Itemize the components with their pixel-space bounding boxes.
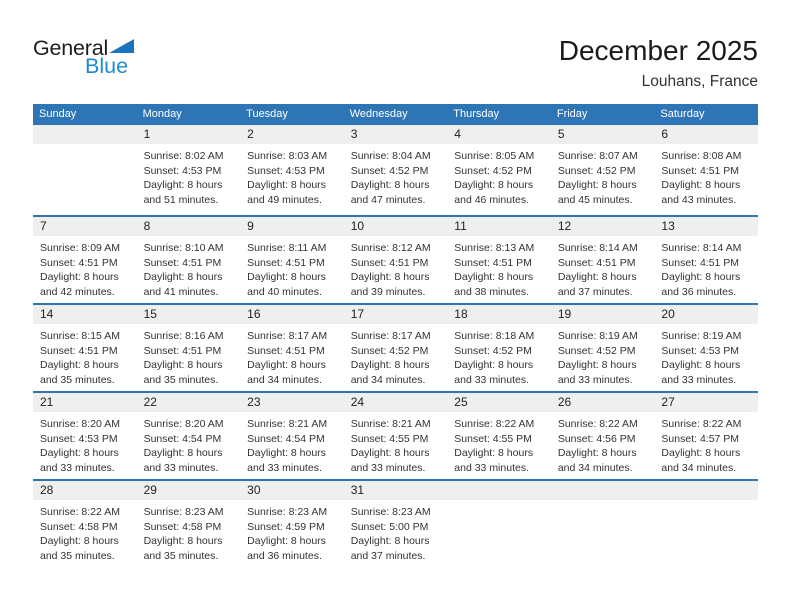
sunset-line: Sunset: 4:52 PM	[557, 344, 636, 357]
daylight-line-1: Daylight: 8 hours	[350, 447, 430, 460]
day-cell-6	[654, 125, 758, 215]
day-number: 30	[240, 481, 344, 500]
sunrise-line: Sunrise: 8:22 AM	[454, 418, 535, 430]
daylight-line-2: and 33 minutes.	[350, 461, 426, 474]
day-details	[33, 144, 137, 149]
day-details	[344, 236, 448, 299]
sunset-line: Sunset: 4:51 PM	[247, 256, 325, 269]
daylight-line-2: and 46 minutes.	[454, 193, 529, 206]
day-cell-16	[240, 305, 344, 391]
sunset-line: Sunset: 4:54 PM	[143, 432, 222, 445]
day-cell-29	[137, 481, 241, 567]
day-details	[33, 412, 137, 475]
daylight-line-1: Daylight: 8 hours	[247, 359, 326, 372]
daylight-line-1: Daylight: 8 hours	[247, 271, 326, 284]
daylight-line-2: and 41 minutes.	[143, 285, 219, 298]
day-details	[654, 144, 758, 207]
daylight-line-2: and 33 minutes.	[454, 461, 529, 474]
day-cell-5	[551, 125, 655, 215]
day-details	[344, 144, 448, 207]
day-cell-empty	[447, 481, 551, 567]
day-cell-1	[137, 125, 241, 215]
daylight-line-2: and 34 minutes.	[247, 373, 322, 386]
day-details	[137, 324, 241, 387]
week-row-5	[33, 479, 758, 567]
daylight-line-2: and 35 minutes.	[143, 373, 219, 386]
day-details	[447, 324, 551, 387]
day-header-wednesday: Wednesday	[349, 108, 408, 120]
day-details	[33, 236, 137, 299]
sunrise-line: Sunrise: 8:08 AM	[661, 150, 742, 162]
daylight-line-1: Daylight: 8 hours	[40, 535, 119, 548]
daylight-line-1: Daylight: 8 hours	[557, 271, 637, 284]
day-cell-19	[551, 305, 655, 391]
daylight-line-2: and 33 minutes.	[661, 373, 737, 386]
day-cell-8	[137, 217, 241, 303]
day-number: 8	[137, 217, 241, 236]
sunset-line: Sunset: 4:51 PM	[661, 256, 740, 269]
day-number: 14	[33, 305, 137, 324]
week-row-1	[33, 125, 758, 215]
calendar-weeks	[33, 125, 758, 567]
sunset-line: Sunset: 4:59 PM	[247, 520, 325, 533]
day-number: 31	[344, 481, 448, 500]
daylight-line-2: and 37 minutes.	[350, 549, 426, 562]
daylight-line-1: Daylight: 8 hours	[247, 179, 326, 192]
day-cell-empty	[33, 125, 137, 215]
day-details	[654, 412, 758, 475]
sunrise-line: Sunrise: 8:12 AM	[350, 242, 431, 254]
daylight-line-2: and 34 minutes.	[557, 461, 633, 474]
day-number: 12	[551, 217, 655, 236]
sunset-line: Sunset: 4:56 PM	[557, 432, 636, 445]
daylight-line-2: and 49 minutes.	[247, 193, 322, 206]
daylight-line-1: Daylight: 8 hours	[557, 359, 637, 372]
daylight-line-2: and 38 minutes.	[454, 285, 529, 298]
sunrise-line: Sunrise: 8:16 AM	[143, 330, 224, 342]
sunrise-line: Sunrise: 8:23 AM	[247, 506, 328, 518]
daylight-line-1: Daylight: 8 hours	[350, 271, 430, 284]
day-header-thursday: Thursday	[453, 108, 500, 120]
day-number: 27	[654, 393, 758, 412]
sunrise-line: Sunrise: 8:20 AM	[40, 418, 120, 430]
sunset-line: Sunset: 4:53 PM	[247, 164, 325, 177]
daylight-line-1: Daylight: 8 hours	[40, 271, 119, 284]
day-cell-12	[551, 217, 655, 303]
sunrise-line: Sunrise: 8:22 AM	[557, 418, 638, 430]
daylight-line-2: and 33 minutes.	[557, 373, 633, 386]
day-details	[137, 144, 241, 207]
day-number: 25	[447, 393, 551, 412]
day-details	[344, 500, 448, 563]
daylight-line-1: Daylight: 8 hours	[143, 179, 223, 192]
day-number: 13	[654, 217, 758, 236]
daylight-line-1: Daylight: 8 hours	[350, 179, 430, 192]
daylight-line-1: Daylight: 8 hours	[557, 179, 637, 192]
day-details	[654, 236, 758, 299]
daylight-line-2: and 34 minutes.	[350, 373, 426, 386]
sunrise-line: Sunrise: 8:17 AM	[350, 330, 431, 342]
sunset-line: Sunset: 4:51 PM	[350, 256, 429, 269]
day-details	[240, 236, 344, 299]
sunset-line: Sunset: 4:52 PM	[454, 164, 532, 177]
week-row-2	[33, 215, 758, 303]
day-cell-30	[240, 481, 344, 567]
daylight-line-1: Daylight: 8 hours	[143, 271, 223, 284]
daylight-line-2: and 35 minutes.	[40, 373, 115, 386]
day-details	[240, 144, 344, 207]
sunset-line: Sunset: 4:51 PM	[454, 256, 532, 269]
sunset-line: Sunset: 4:55 PM	[350, 432, 429, 445]
sunset-line: Sunset: 4:51 PM	[661, 164, 740, 177]
day-details	[654, 324, 758, 387]
sunset-line: Sunset: 4:51 PM	[143, 256, 222, 269]
page-subtitle: Louhans, France	[641, 72, 758, 90]
sunrise-line: Sunrise: 8:15 AM	[40, 330, 120, 342]
sunrise-line: Sunrise: 8:23 AM	[350, 506, 431, 518]
daylight-line-2: and 34 minutes.	[661, 461, 737, 474]
sunset-line: Sunset: 4:51 PM	[557, 256, 636, 269]
sunset-line: Sunset: 4:51 PM	[143, 344, 222, 357]
daylight-line-2: and 40 minutes.	[247, 285, 322, 298]
sunset-line: Sunset: 4:51 PM	[40, 344, 118, 357]
sunrise-line: Sunrise: 8:14 AM	[557, 242, 638, 254]
day-cell-28	[33, 481, 137, 567]
day-details	[551, 324, 655, 387]
daylight-line-1: Daylight: 8 hours	[454, 359, 534, 372]
sunrise-line: Sunrise: 8:20 AM	[143, 418, 224, 430]
day-details	[240, 324, 344, 387]
day-number: 29	[137, 481, 241, 500]
sunset-line: Sunset: 4:54 PM	[247, 432, 325, 445]
day-header-friday: Friday	[556, 108, 588, 120]
day-cell-31	[344, 481, 448, 567]
sunrise-line: Sunrise: 8:09 AM	[40, 242, 120, 254]
day-number: 2	[240, 125, 344, 144]
day-details	[33, 324, 137, 387]
day-cell-26	[551, 393, 655, 479]
sunset-line: Sunset: 4:55 PM	[454, 432, 532, 445]
daylight-line-1: Daylight: 8 hours	[661, 271, 741, 284]
daylight-line-2: and 45 minutes.	[557, 193, 633, 206]
day-number: 10	[344, 217, 448, 236]
sunset-line: Sunset: 4:58 PM	[143, 520, 222, 533]
day-of-week-header-row	[33, 104, 758, 125]
logo-flag-triangle-icon	[109, 39, 134, 53]
day-details	[447, 500, 551, 505]
daylight-line-1: Daylight: 8 hours	[143, 359, 223, 372]
daylight-line-1: Daylight: 8 hours	[454, 271, 534, 284]
sunrise-line: Sunrise: 8:22 AM	[661, 418, 742, 430]
sunrise-line: Sunrise: 8:22 AM	[40, 506, 120, 518]
day-number-empty	[447, 481, 551, 500]
day-details	[240, 412, 344, 475]
day-details	[551, 500, 655, 505]
logo-general-text: General	[33, 36, 109, 60]
day-details	[137, 412, 241, 475]
daylight-line-1: Daylight: 8 hours	[661, 359, 741, 372]
day-cell-11	[447, 217, 551, 303]
daylight-line-2: and 33 minutes.	[40, 461, 115, 474]
daylight-line-1: Daylight: 8 hours	[350, 535, 430, 548]
day-cell-18	[447, 305, 551, 391]
day-details	[447, 412, 551, 475]
daylight-line-1: Daylight: 8 hours	[247, 535, 326, 548]
daylight-line-2: and 36 minutes.	[247, 549, 322, 562]
day-number: 19	[551, 305, 655, 324]
day-number: 4	[447, 125, 551, 144]
sunset-line: Sunset: 4:58 PM	[40, 520, 118, 533]
sunset-line: Sunset: 4:52 PM	[350, 164, 429, 177]
day-details	[344, 412, 448, 475]
day-details	[137, 236, 241, 299]
day-number: 15	[137, 305, 241, 324]
day-cell-27	[654, 393, 758, 479]
day-number: 11	[447, 217, 551, 236]
daylight-line-2: and 35 minutes.	[40, 549, 115, 562]
daylight-line-1: Daylight: 8 hours	[350, 359, 430, 372]
title-block	[559, 36, 758, 91]
week-row-3	[33, 303, 758, 391]
day-number: 3	[344, 125, 448, 144]
daylight-line-2: and 33 minutes.	[143, 461, 219, 474]
day-details	[551, 412, 655, 475]
daylight-line-2: and 51 minutes.	[143, 193, 219, 206]
day-cell-17	[344, 305, 448, 391]
sunrise-line: Sunrise: 8:23 AM	[143, 506, 224, 518]
week-row-4	[33, 391, 758, 479]
sunset-line: Sunset: 4:51 PM	[247, 344, 325, 357]
daylight-line-2: and 36 minutes.	[661, 285, 737, 298]
sunrise-line: Sunrise: 8:11 AM	[247, 242, 327, 254]
day-cell-15	[137, 305, 241, 391]
daylight-line-1: Daylight: 8 hours	[454, 447, 534, 460]
day-number: 28	[33, 481, 137, 500]
sunrise-line: Sunrise: 8:19 AM	[557, 330, 638, 342]
day-number: 26	[551, 393, 655, 412]
sunrise-line: Sunrise: 8:07 AM	[557, 150, 638, 162]
daylight-line-2: and 47 minutes.	[350, 193, 426, 206]
day-details	[447, 144, 551, 207]
day-cell-23	[240, 393, 344, 479]
day-cell-4	[447, 125, 551, 215]
day-number: 24	[344, 393, 448, 412]
sunrise-line: Sunrise: 8:05 AM	[454, 150, 535, 162]
day-cell-3	[344, 125, 448, 215]
sunrise-line: Sunrise: 8:17 AM	[247, 330, 328, 342]
sunrise-line: Sunrise: 8:21 AM	[350, 418, 431, 430]
day-cell-24	[344, 393, 448, 479]
daylight-line-1: Daylight: 8 hours	[661, 179, 741, 192]
sunrise-line: Sunrise: 8:19 AM	[661, 330, 742, 342]
day-cell-13	[654, 217, 758, 303]
daylight-line-1: Daylight: 8 hours	[40, 359, 119, 372]
daylight-line-2: and 37 minutes.	[557, 285, 633, 298]
calendar-table	[33, 104, 758, 567]
day-details	[447, 236, 551, 299]
day-number: 22	[137, 393, 241, 412]
sunrise-line: Sunrise: 8:21 AM	[247, 418, 328, 430]
sunset-line: Sunset: 4:52 PM	[557, 164, 636, 177]
sunset-line: Sunset: 4:51 PM	[40, 256, 118, 269]
daylight-line-2: and 42 minutes.	[40, 285, 115, 298]
sunset-line: Sunset: 4:52 PM	[350, 344, 429, 357]
daylight-line-1: Daylight: 8 hours	[40, 447, 119, 460]
day-number: 9	[240, 217, 344, 236]
day-number: 21	[33, 393, 137, 412]
logo-blue-text: Blue	[85, 53, 129, 78]
day-details	[654, 500, 758, 505]
sunrise-line: Sunrise: 8:13 AM	[454, 242, 535, 254]
day-header-monday: Monday	[142, 108, 182, 120]
day-number: 17	[344, 305, 448, 324]
daylight-line-2: and 43 minutes.	[661, 193, 737, 206]
day-details	[551, 236, 655, 299]
page-title: December 2025	[558, 35, 758, 66]
day-header-saturday: Saturday	[660, 108, 705, 120]
sunrise-line: Sunrise: 8:18 AM	[454, 330, 535, 342]
day-cell-7	[33, 217, 137, 303]
day-cell-9	[240, 217, 344, 303]
day-cell-22	[137, 393, 241, 479]
daylight-line-2: and 33 minutes.	[454, 373, 529, 386]
daylight-line-1: Daylight: 8 hours	[661, 447, 741, 460]
day-number: 20	[654, 305, 758, 324]
sunset-line: Sunset: 5:00 PM	[350, 520, 429, 533]
day-number: 7	[33, 217, 137, 236]
day-details	[240, 500, 344, 563]
day-cell-20	[654, 305, 758, 391]
sunset-line: Sunset: 4:53 PM	[143, 164, 222, 177]
day-number: 5	[551, 125, 655, 144]
day-cell-empty	[551, 481, 655, 567]
general-blue-logo	[33, 38, 134, 77]
daylight-line-1: Daylight: 8 hours	[454, 179, 534, 192]
sunset-line: Sunset: 4:52 PM	[454, 344, 532, 357]
day-cell-empty	[654, 481, 758, 567]
day-number-empty	[33, 125, 137, 144]
day-header-sunday: Sunday	[39, 108, 77, 120]
day-number: 1	[137, 125, 241, 144]
day-number-empty	[551, 481, 655, 500]
day-cell-2	[240, 125, 344, 215]
daylight-line-2: and 39 minutes.	[350, 285, 426, 298]
daylight-line-1: Daylight: 8 hours	[557, 447, 637, 460]
day-cell-10	[344, 217, 448, 303]
daylight-line-1: Daylight: 8 hours	[247, 447, 326, 460]
day-cell-14	[33, 305, 137, 391]
sunrise-line: Sunrise: 8:03 AM	[247, 150, 328, 162]
day-details	[137, 500, 241, 563]
day-number: 6	[654, 125, 758, 144]
sunset-line: Sunset: 4:53 PM	[661, 344, 740, 357]
daylight-line-2: and 35 minutes.	[143, 549, 219, 562]
day-details	[551, 144, 655, 207]
sunrise-line: Sunrise: 8:02 AM	[143, 150, 224, 162]
day-number: 16	[240, 305, 344, 324]
day-number: 23	[240, 393, 344, 412]
day-header-tuesday: Tuesday	[246, 108, 288, 120]
sunrise-line: Sunrise: 8:04 AM	[350, 150, 431, 162]
day-cell-21	[33, 393, 137, 479]
sunset-line: Sunset: 4:53 PM	[40, 432, 118, 445]
sunrise-line: Sunrise: 8:14 AM	[661, 242, 742, 254]
day-number: 18	[447, 305, 551, 324]
daylight-line-2: and 33 minutes.	[247, 461, 322, 474]
day-details	[344, 324, 448, 387]
daylight-line-1: Daylight: 8 hours	[143, 535, 223, 548]
day-cell-25	[447, 393, 551, 479]
sunset-line: Sunset: 4:57 PM	[661, 432, 740, 445]
sunrise-line: Sunrise: 8:10 AM	[143, 242, 224, 254]
daylight-line-1: Daylight: 8 hours	[143, 447, 223, 460]
day-number-empty	[654, 481, 758, 500]
day-details	[33, 500, 137, 563]
